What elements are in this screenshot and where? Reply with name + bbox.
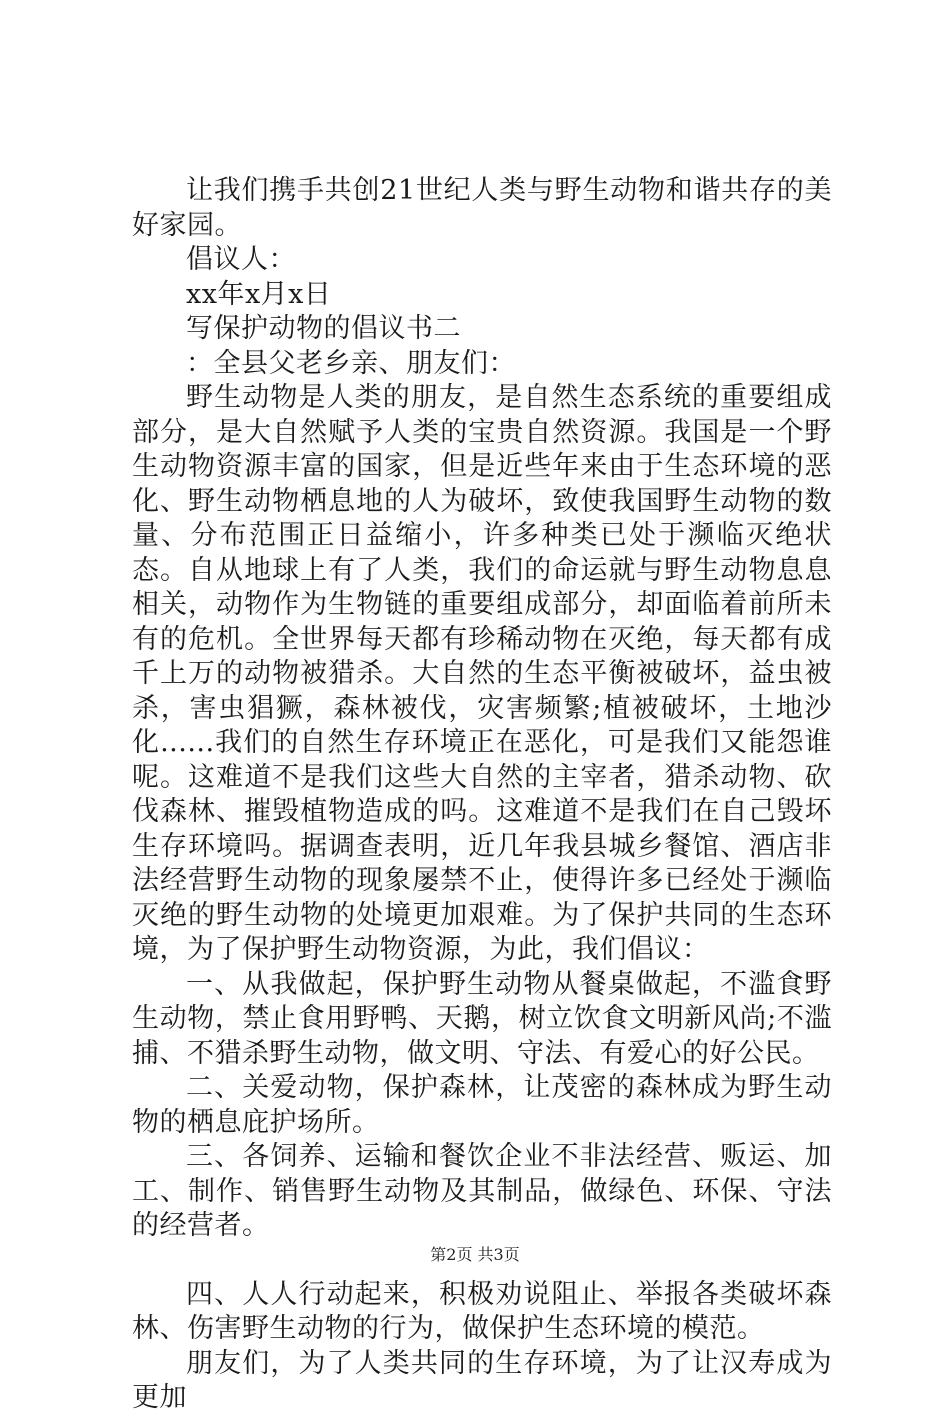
page-number-footer: 第2页 共3页 <box>430 1245 520 1264</box>
proposal-item-2: 二、关爱动物，保护森林，让茂密的森林成为野生动物的栖息庇护场所。 <box>132 1072 832 1138</box>
date-line: xx年x月x日 <box>186 278 332 310</box>
proposal-item-4: 四、人人行动起来，积极劝说阻止、举报各类破坏森林、伤害野生动物的行为，做保护生态环境的模范。 <box>132 1278 832 1344</box>
proposal-item-3: 三、各饲养、运输和餐饮企业不非法经营、贩运、加工、制作、销售野生动物及其制品，做绿色、环保、守法的经营者。 <box>132 1141 832 1241</box>
closing-appeal-paragraph: 让我们携手共创21世纪人类与野生动物和谐共存的美好家园。 <box>132 175 832 241</box>
section-title: 写保护动物的倡议书二 <box>186 313 461 344</box>
salutation: ：全县父老乡亲、朋友们： <box>186 347 516 379</box>
body-paragraph-intro: 野生动物是人类的朋友，是自然生态系统的重要组成部分，是大自然赋予人类的宝贵自然资源。我国是一个野生动物资源丰富的国家，但是近些年来由于生态环境的恶化、野生动物栖息地的人为破坏，致使我国野生动物的数量、分布范围正日益缩小，许多种类已处于濒临灭绝状态。自从地球上有了人类，我们的命运就与野生动物息息相关，动物作为生物链的重要组成部分，却面临着前所未有的危机。全世界每天都有珍稀动物在灭绝，每天都有成千上万的动物被猎杀。大自然的生态平衡被破坏，益虫被杀，害虫猖獗，森林被伐，灾害频繁;植被破坏，土地沙化......我们的自然生存环境正在恶化，可是我们又能怨谁呢。这难道不是我们这些大自然的主宰者，猎杀动物、砍伐森林、摧毁植物造成的吗。这难道不是我们在自己毁坏生存环境吗。据调查表明，近几年我县城乡餐馆、酒店非法经营野生动物的现象屡禁不止，使得许多已经处于濒临灭绝的野生动物的处境更加艰难。为了保护共同的生态环境，为了保护野生动物资源，为此，我们倡议： <box>132 382 832 965</box>
proposal-item-1: 一、从我做起，保护野生动物从餐桌做起，不滥食野生动物，禁止食用野鸭、天鹅，树立饮食文明新风尚;不滥捕、不猎杀野生动物，做文明、守法、有爱心的好公民。 <box>132 968 832 1069</box>
document-body <box>132 174 832 1416</box>
closing-paragraph: 朋友们，为了人类共同的生存环境，为了让汉寿成为更加 <box>132 1347 832 1413</box>
signatory-label: 倡议人： <box>186 244 296 275</box>
